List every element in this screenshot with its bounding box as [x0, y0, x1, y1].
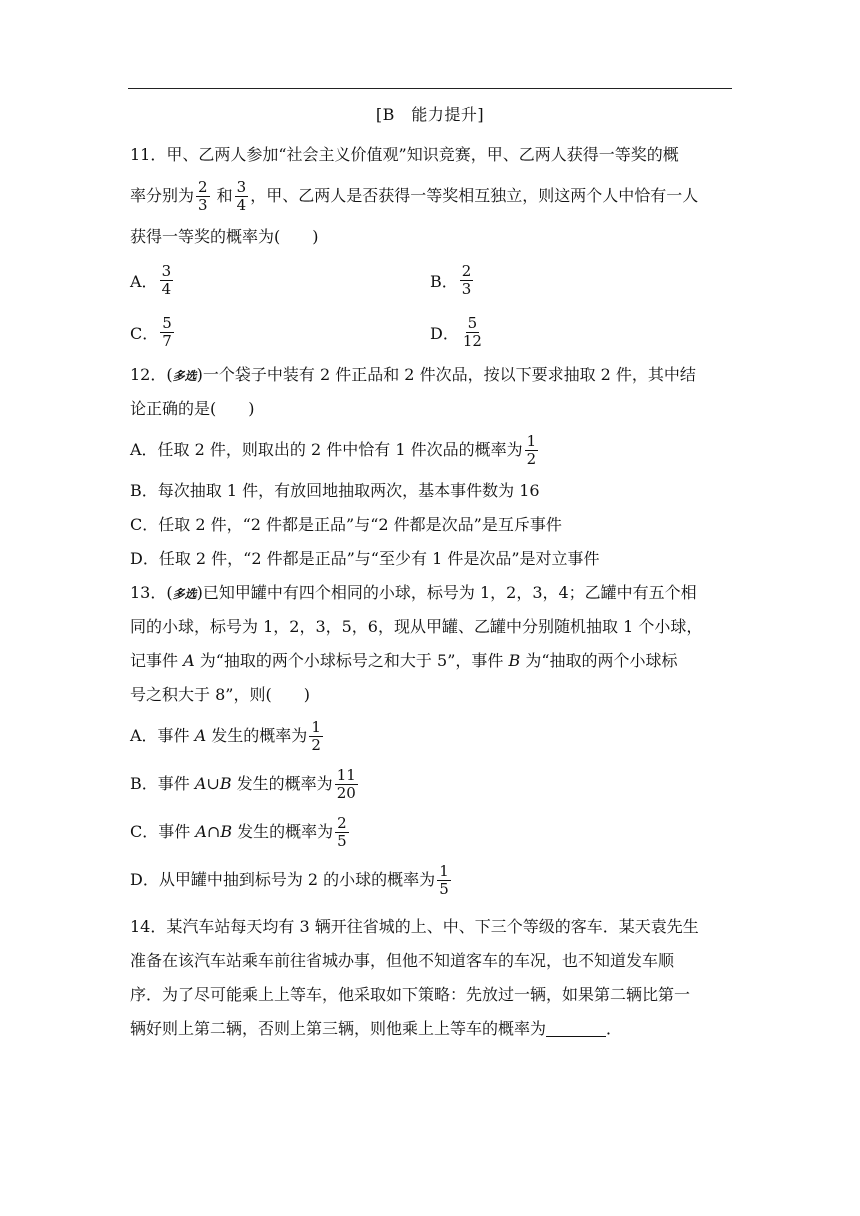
q11-option-c[interactable]: C． $\frac{5}{7}$ [130, 313, 172, 350]
fraction: $\frac{11}{20}$ [336, 766, 356, 802]
multi-select-tag: 多选 [172, 587, 197, 601]
q11-text: 率分别为 [130, 186, 195, 205]
q13-option-d[interactable]: D．从甲罐中抽到标号为 2 的小球的概率为 $\frac{1}{5}$ [130, 862, 449, 898]
fraction: $\frac{1}{5}$ [439, 862, 449, 898]
q12-option-c[interactable]: C．任取 2 件，“2 件都是正品”与“2 件都是次品”是互斥事件 [130, 515, 562, 534]
q13-line2: 同的小球，标号为 1，2，3，5，6，现从甲罐、乙罐中分别随机抽取 1 个小球， [130, 617, 703, 636]
fraction: $\frac{3}{4}$ [161, 261, 172, 298]
q11-line2 [130, 172, 730, 220]
question-14 [130, 910, 730, 1046]
q11-line1: 11．甲、乙两人参加“社会主义价值观”知识竞赛，甲、乙两人获得一等奖的概 [130, 145, 679, 164]
q13-option-a[interactable]: A．事件 A 发生的概率为 $\frac{1}{2}$ [130, 718, 321, 754]
fraction: $\frac{5}{12}$ [462, 313, 482, 350]
fraction: $\frac{3}{4}$ [236, 178, 247, 214]
fraction: $\frac{5}{7}$ [162, 313, 172, 350]
q13-line1: 13．(多选)已知甲罐中有四个相同的小球，标号为 1，2，3，4；乙罐中有五个相 [130, 583, 697, 602]
q14-line1: 14．某汽车站每天均有 3 辆开往省城的上、中、下三个等级的客车．某天袁先生 [130, 917, 699, 936]
question-13 [130, 576, 730, 904]
answer-blank[interactable] [546, 1022, 606, 1037]
question-11 [130, 138, 730, 358]
q11-options-row [130, 306, 730, 358]
q12-line2: 论正确的是( ) [130, 399, 255, 418]
fraction: $\frac{1}{2}$ [526, 432, 537, 468]
q12-option-d[interactable]: D．任取 2 件，“2 件都是正品”与“至少有 1 件是次品”是对立事件 [130, 549, 600, 568]
q11-text: ，甲、乙两人是否获得一等奖相互独立，则这两个人中恰有一人 [250, 186, 699, 205]
fraction: $\frac{1}{2}$ [311, 718, 321, 754]
section-title: [B 能力提升] [375, 105, 485, 124]
question-content [130, 138, 730, 1046]
multi-select-tag: 多选 [172, 369, 197, 383]
q13-line4: 号之积大于 8”，则( ) [130, 685, 310, 704]
q12-line1: 12．(多选)一个袋子中装有 2 件正品和 2 件次品，按以下要求抽取 2 件，其中结 [130, 365, 696, 384]
question-12 [130, 358, 730, 576]
q11-text: 和 [211, 186, 233, 205]
q12-option-b[interactable]: B．每次抽取 1 件，有放回地抽取两次，基本事件数为 16 [130, 481, 540, 500]
q13-option-c[interactable]: C．事件 A∩B 发生的概率为 $\frac{2}{5}$ [130, 814, 347, 850]
q13-line3: 记事件 A 为“抽取的两个小球标号之和大于 5”，事件 B 为“抽取的两个小球标 [130, 651, 678, 670]
q11-option-a[interactable]: A． $\frac{3}{4}$ [130, 261, 172, 298]
q13-option-b[interactable]: B．事件 A∪B 发生的概率为 $\frac{11}{20}$ [130, 766, 356, 802]
fraction: $\frac{2}{5}$ [337, 814, 347, 850]
top-rule [128, 88, 732, 89]
q12-option-a[interactable]: A．任取 2 件，则取出的 2 件中恰有 1 件次品的概率为 $\frac{1}{2}$ [130, 432, 537, 468]
q11-option-d[interactable]: D． $\frac{5}{12}$ [430, 313, 482, 350]
q14-line2: 准备在该汽车站乘车前往省城办事，但他不知道客车的车况，也不知道发车顺 [130, 951, 675, 970]
q11-options-row [130, 254, 730, 306]
q11-line3: 获得一等奖的概率为( ) [130, 227, 319, 246]
q14-line3: 序．为了尽可能乘上上等车，他采取如下策略：先放过一辆，如果第二辆比第一 [130, 985, 691, 1004]
q11-option-b[interactable]: B． $\frac{2}{3}$ [430, 261, 472, 298]
q14-line4: 辆好则上第二辆，否则上第三辆，则他乘上上等车的概率为 ． [130, 1019, 623, 1038]
fraction: $\frac{2}{3}$ [198, 178, 208, 214]
fraction: $\frac{2}{3}$ [461, 261, 472, 298]
